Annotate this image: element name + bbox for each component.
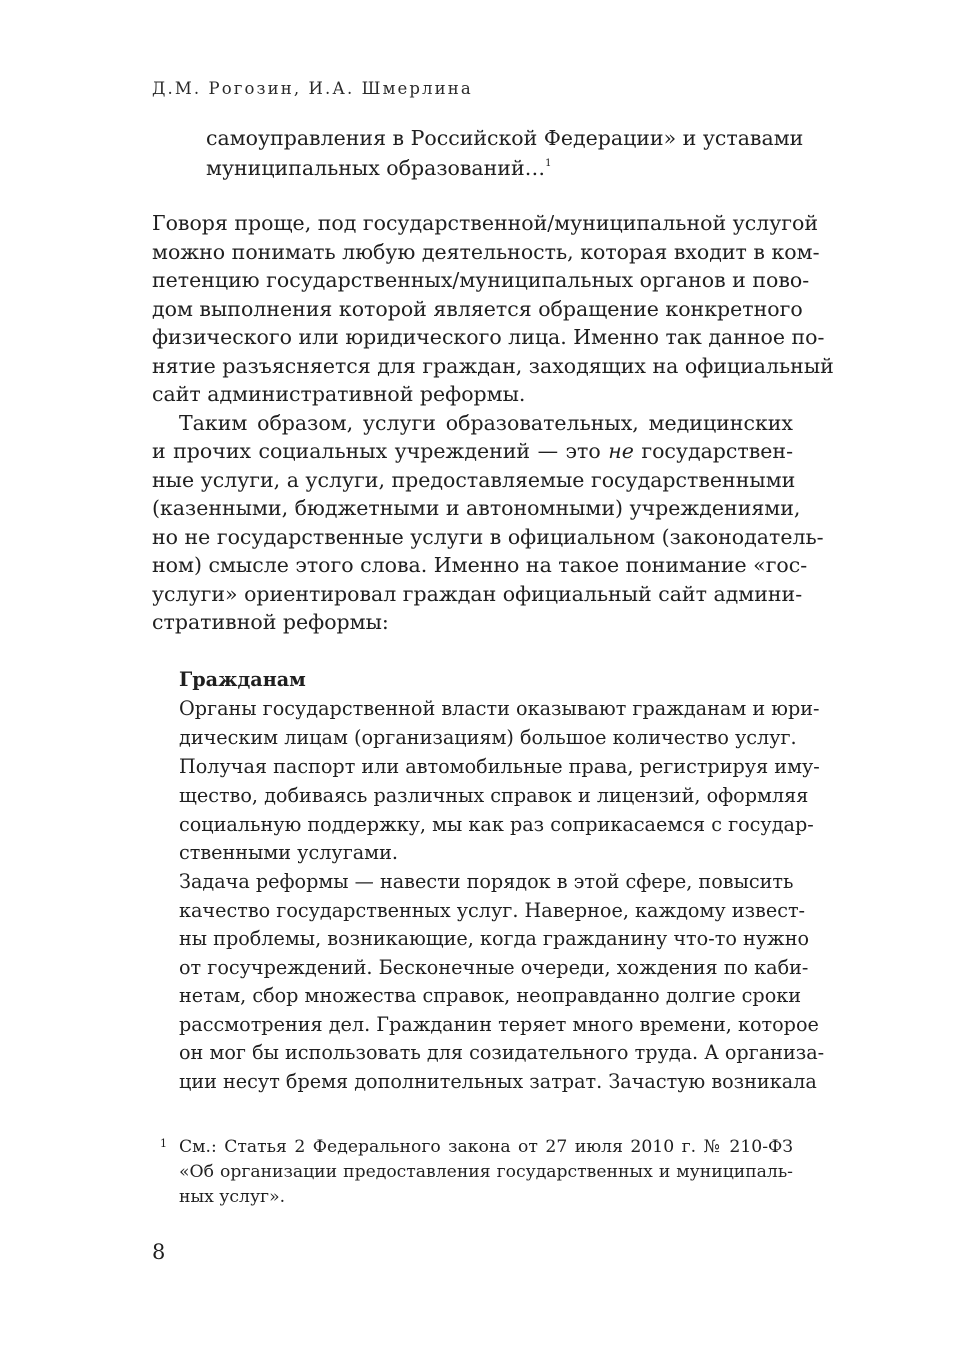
- citation-line: ны проблемы, возникающие, когда гражданину что-то нужно: [179, 927, 810, 950]
- citation-line: рассмотрения дел. Гражданин теряет много времени, которое: [179, 1013, 819, 1036]
- citation-line: от госучреждений. Бесконечные очереди, хождения по каби-: [179, 956, 809, 979]
- citation-line: Получая паспорт или автомобильные права, регистрируя иму-: [179, 755, 820, 778]
- citation-line: ственными услугами.: [179, 841, 398, 864]
- citation-line: нетам, сбор множества справок, неоправданно долгие сроки: [179, 984, 802, 1007]
- footnote-reference[interactable]: 1: [545, 158, 552, 169]
- footnote-line: ных услуг».: [179, 1187, 286, 1207]
- citation-heading: Гражданам: [179, 668, 306, 691]
- running-header: Д.М. Рогозин, И.А. Шмерлина: [152, 79, 473, 98]
- paragraph-line: нятие разъясняется для граждан, заходящих на официальный: [152, 354, 834, 378]
- citation-line: дическим лицам (организациям) большое количество услуг.: [179, 726, 797, 749]
- citation-line: социальную поддержку, мы как раз соприкасаемся с государ-: [179, 813, 814, 836]
- paragraph-line: но не государственные услуги в официальном (законодатель-: [152, 525, 824, 549]
- paragraph-line: физического или юридического лица. Именно так данное по-: [152, 325, 825, 349]
- paragraph-line: петенцию государственных/муниципальных органов и пово-: [152, 268, 810, 292]
- citation-line: щество, добиваясь различных справок и лицензий, оформляя: [179, 784, 809, 807]
- footnote-number: 1: [160, 1137, 167, 1150]
- citation-line: качество государственных услуг. Наверное, каждому извест-: [179, 899, 806, 922]
- quote-line: самоуправления в Российской Федерации» и уставами: [206, 126, 804, 150]
- citation-line: он мог бы использовать для созидательного труда. А организа-: [179, 1041, 825, 1064]
- emphasis-word: не: [608, 439, 634, 463]
- page-number: 8: [152, 1240, 166, 1264]
- citation-line: Органы государственной власти оказывают гражданам и юри-: [179, 697, 820, 720]
- paragraph-line: услуги» ориентировал граждан официальный сайт админи-: [152, 582, 803, 606]
- paragraph-line: Таким образом, услуги образовательных, медицинских: [179, 411, 793, 435]
- quote-line: муниципальных образований…$^1$: [206, 156, 552, 180]
- paragraph-line: сайт административной реформы.: [152, 382, 526, 406]
- citation-line: ции несут бремя дополнительных затрат. Зачастую возникала: [179, 1070, 817, 1093]
- paragraph-line: ном) смысле этого слова. Именно на такое понимание «гос-: [152, 553, 808, 577]
- citation-line: Задача реформы — навести порядок в этой сфере, повысить: [179, 870, 794, 893]
- footnote-line: «Об организации предоставления государственных и муниципаль-: [179, 1162, 793, 1182]
- paragraph-line: и прочих социальных учреждений — это не государствен-: [152, 439, 794, 463]
- paragraph-line: (казенными, бюджетными и автономными) учреждениями,: [152, 496, 801, 520]
- paragraph-line: стративной реформы:: [152, 610, 389, 634]
- footnote-line: См.: Статья 2 Федерального закона от 27 июля 2010 г. № 210-ФЗ: [179, 1137, 793, 1157]
- paragraph-line: можно понимать любую деятельность, которая входит в ком-: [152, 240, 820, 264]
- paragraph-line: Говоря проще, под государственной/муниципальной услугой: [152, 211, 818, 235]
- paragraph-line: ные услуги, а услуги, предоставляемые государственными: [152, 468, 796, 492]
- paragraph-line: дом выполнения которой является обращение конкретного: [152, 297, 803, 321]
